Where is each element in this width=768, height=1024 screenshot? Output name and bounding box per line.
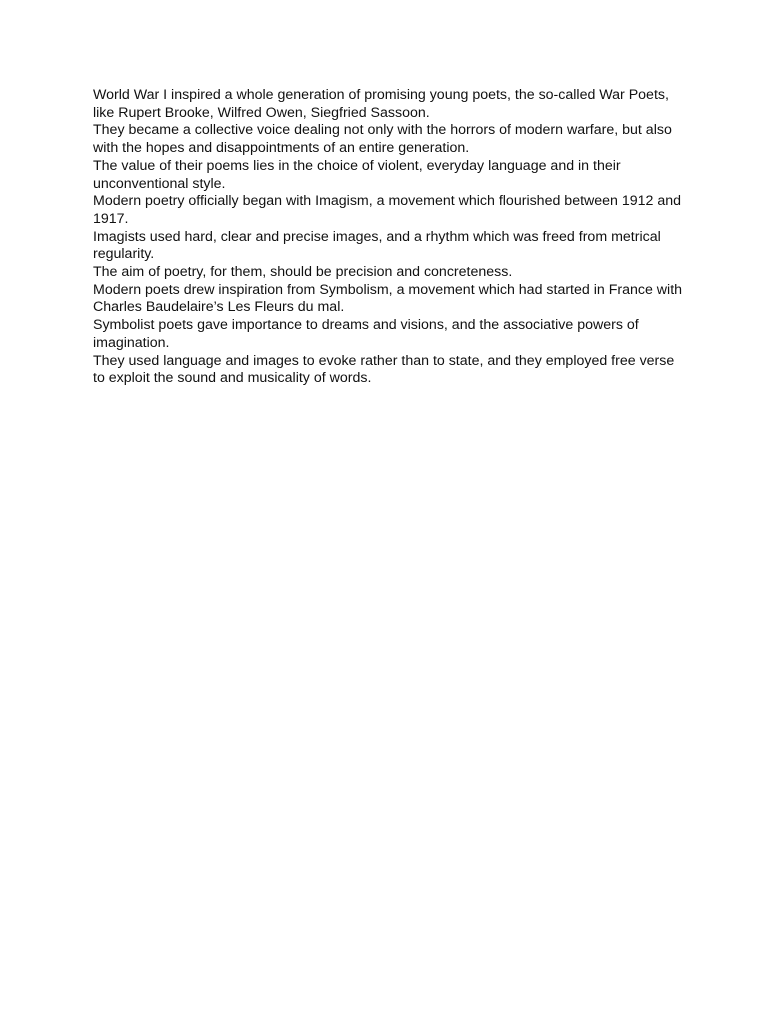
paragraph: Imagists used hard, clear and precise images, and a rhythm which was freed from metrical regularity.: [93, 228, 661, 263]
paragraph: Modern poetry officially began with Imagism, a movement which flourished between 1912 and 1917.: [93, 193, 682, 227]
paragraph: Symbolist poets gave importance to dreams and visions, and the associative powers of imagination.: [93, 317, 639, 351]
paragraph: World War I inspired a whole generation of promising young poets, the so-called War Poets, like Rupert Brooke, Wilfred Owen, Siegfried Sassoon.: [93, 87, 669, 121]
document-body: [93, 87, 683, 388]
paragraph: They used language and images to evoke rather than to state, and they employed free verse to exploit the sound and musicality of words.: [93, 352, 675, 387]
paragraph: The aim of poetry, for them, should be precision and concreteness.: [93, 264, 513, 281]
paragraph: Modern poets drew inspiration from Symbolism, a movement which had started in France with Charles Baudelaire’s Les Fleurs du mal.: [93, 281, 683, 316]
paragraph: The value of their poems lies in the choice of violent, everyday language and in their unconventional style.: [93, 157, 621, 192]
paragraph: They became a collective voice dealing not only with the horrors of modern warfare, but also with the hopes and disappointments of an entire generation.: [93, 122, 672, 157]
